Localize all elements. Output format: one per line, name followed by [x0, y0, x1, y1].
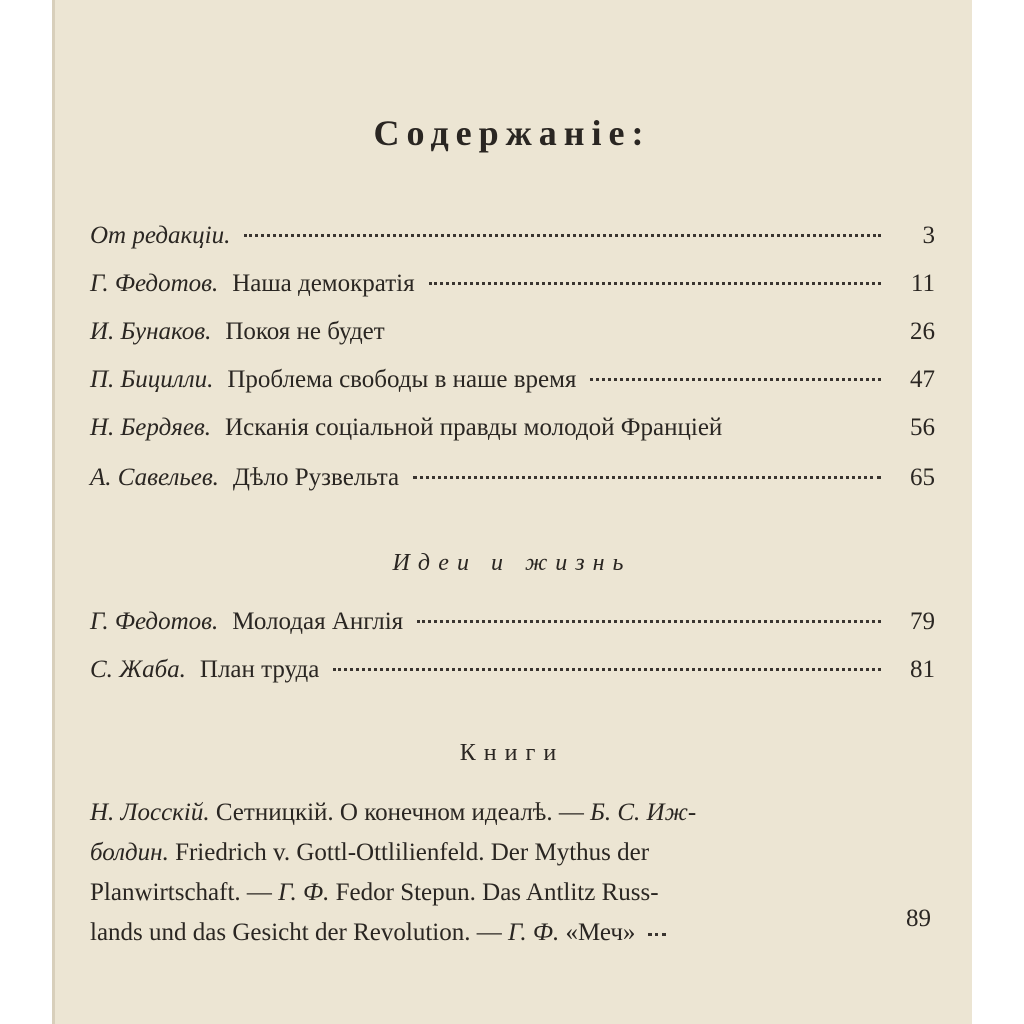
toc-page: 89: [906, 905, 931, 932]
toc-title: План труда: [199, 656, 320, 683]
toc-page: 26: [910, 318, 935, 345]
leader-dots: [417, 614, 881, 623]
leader-dots: [590, 372, 881, 381]
leader-dots: [648, 933, 666, 936]
toc-author: П. Бицилли.: [90, 366, 214, 393]
toc-entry: [90, 464, 935, 504]
books-text: Friedrich v. Gottl-Ottlilienfeld. Der Mythus der: [175, 839, 650, 866]
books-author: болдин.: [90, 839, 169, 866]
books-line: [90, 913, 890, 953]
toc-author: Н. Бердяев.: [90, 414, 212, 441]
toc-entry: [90, 270, 935, 310]
toc-author: С. Жаба.: [90, 656, 186, 683]
toc-author: Г. Федотов.: [90, 608, 219, 635]
leader-dots: [244, 228, 881, 237]
section-ideas-heading: Идеи и жизнь: [392, 550, 632, 576]
toc-entry: [90, 366, 935, 406]
toc-title: Проблема свободы в наше время: [227, 366, 577, 393]
toc-page: 56: [910, 414, 935, 441]
toc-entry: [90, 222, 935, 262]
books-line: [90, 833, 890, 873]
toc-page: 65: [910, 464, 935, 491]
toc-author: От редакціи.: [90, 222, 231, 249]
toc-page: 47: [910, 366, 935, 393]
toc-title: Дѣло Рузвельта: [232, 464, 400, 491]
books-text: «Меч»: [565, 919, 636, 946]
books-line: [90, 873, 890, 913]
toc-title: Покоя не будет: [225, 318, 385, 345]
toc-entry: [90, 414, 935, 454]
toc-author: Г. Федотов.: [90, 270, 219, 297]
books-text: lands und das Gesicht der Revolution. —: [90, 919, 502, 946]
toc-entry: [90, 656, 935, 696]
toc-title: Молодая Англія: [232, 608, 404, 635]
books-entry: [90, 793, 890, 953]
books-text: Fedor Stepun. Das Antlitz Russ-: [335, 879, 659, 906]
toc-entry: [90, 318, 935, 358]
toc-page: 11: [910, 270, 935, 297]
books-line: [90, 793, 890, 833]
toc-title: Исканія соціальной правды молодой Франціей: [225, 414, 723, 441]
toc-page: 79: [910, 608, 935, 635]
books-author: Н. Лосскій.: [90, 799, 210, 826]
books-text: Planwirtschaft. —: [90, 879, 272, 906]
toc-author: И. Бунаков.: [90, 318, 212, 345]
books-author: Б. С. Иж-: [590, 799, 697, 826]
toc-title: Наша демократія: [232, 270, 415, 297]
toc-entry: [90, 608, 935, 648]
books-text: Сетницкій. О конечном идеалѣ. —: [215, 799, 584, 826]
leader-dots: [429, 276, 881, 285]
leader-dots: [333, 662, 881, 671]
toc-page: 3: [922, 222, 935, 249]
books-author: Г. Ф.: [508, 919, 560, 946]
toc-author: А. Савельев.: [90, 464, 219, 491]
contents-heading: Содержаніе:: [373, 113, 651, 153]
leader-dots: [413, 470, 881, 479]
books-author: Г. Ф.: [278, 879, 330, 906]
toc-page: 81: [910, 656, 935, 683]
section-books-heading: Книги: [459, 740, 565, 766]
